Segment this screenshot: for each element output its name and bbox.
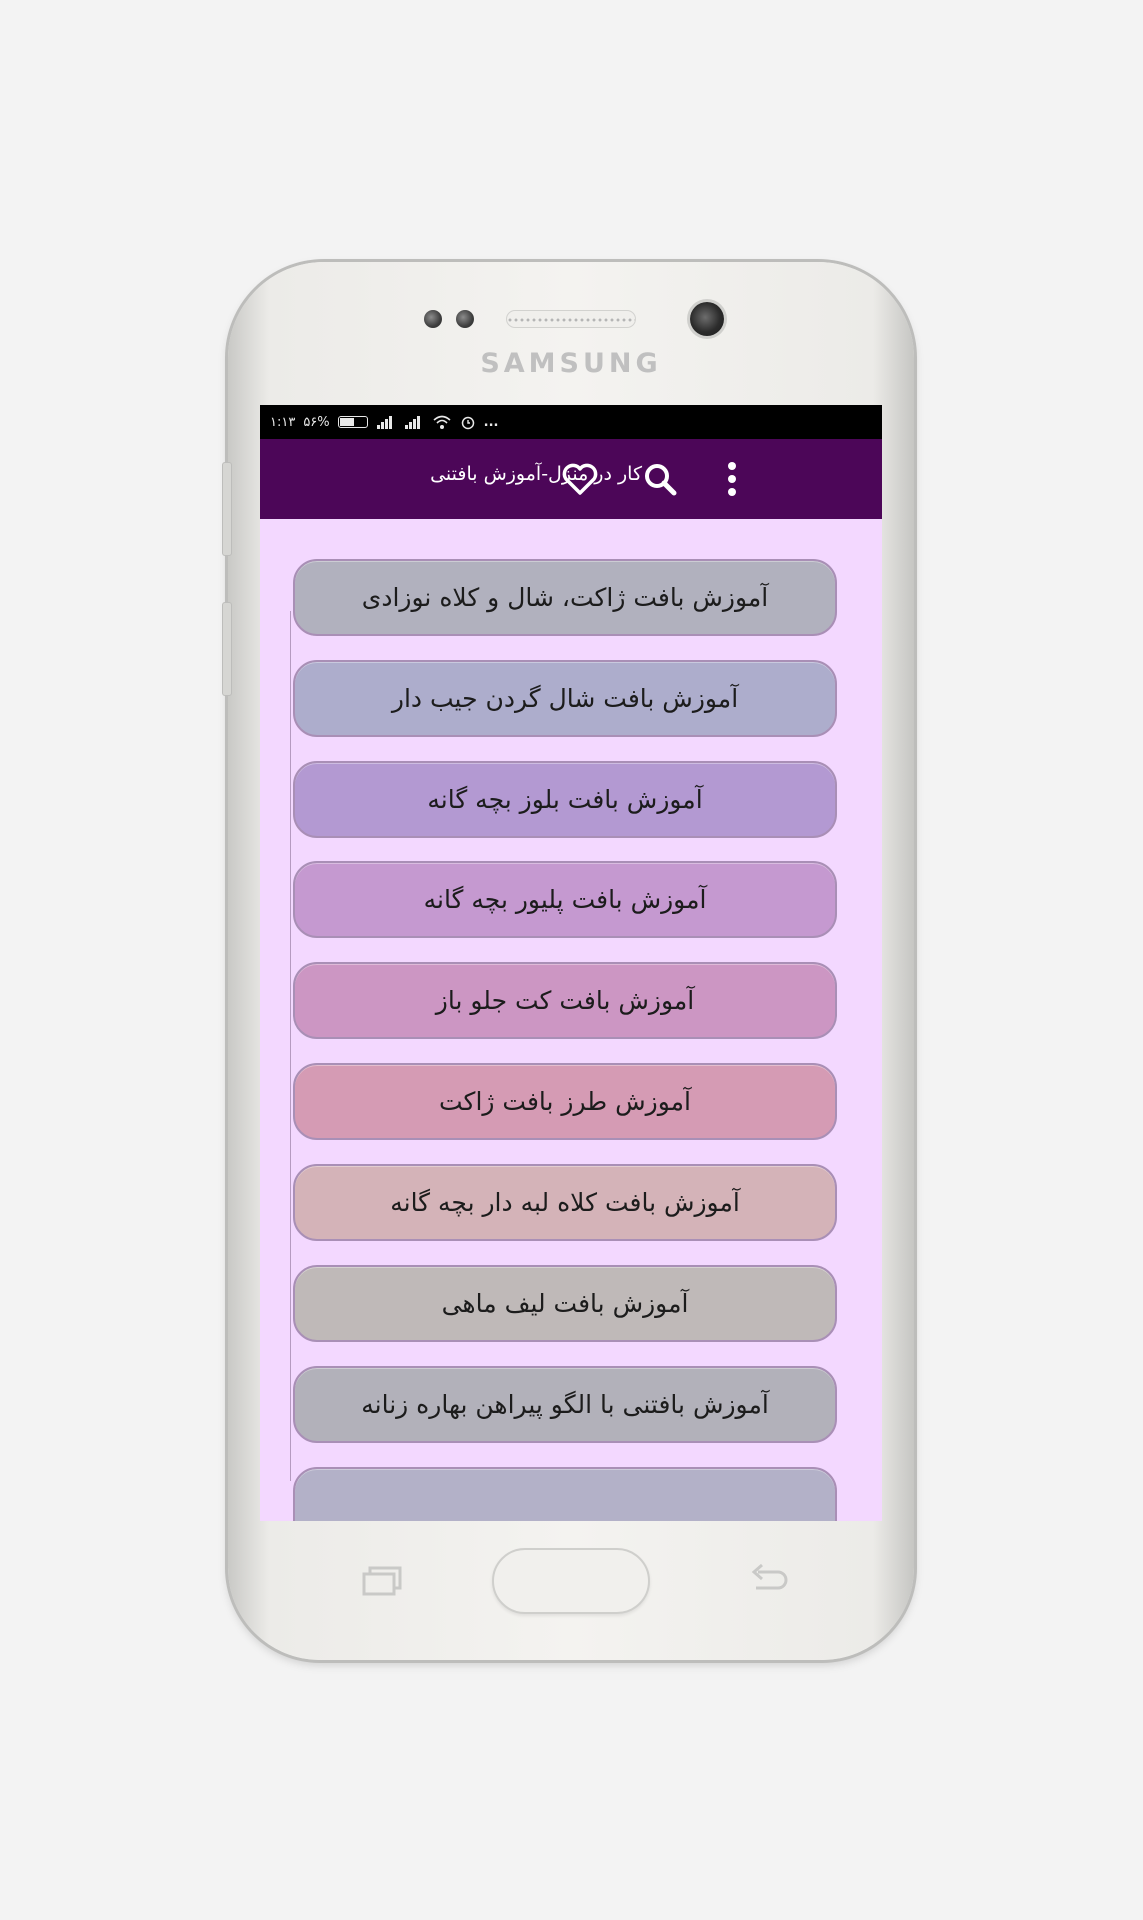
signal-icon (376, 415, 396, 429)
home-button[interactable] (492, 1548, 650, 1614)
more-notifications-icon: ... (483, 414, 499, 430)
back-icon[interactable] (744, 1560, 792, 1600)
divider-line (290, 611, 291, 1481)
search-icon[interactable] (638, 457, 682, 501)
proximity-sensor (424, 310, 442, 328)
alarm-icon (460, 414, 476, 430)
side-button (222, 602, 232, 696)
light-sensor (456, 310, 474, 328)
list-item[interactable]: آموزش بافت بلوز بچه گانه (293, 761, 837, 838)
status-bar (260, 405, 882, 439)
recent-apps-icon[interactable] (358, 1562, 406, 1602)
list-item[interactable]: آموزش بافت ژاکت، شال و کلاه نوزادی (293, 559, 837, 636)
status-time: ۱:۱۳ (270, 414, 296, 430)
app-bar (260, 439, 882, 519)
list-item[interactable]: آموزش بافت شال گردن جیب دار (293, 660, 837, 737)
volume-button (222, 462, 232, 556)
list-item[interactable]: آموزش بافت کت جلو باز (293, 962, 837, 1039)
app-title: کار در منزل-آموزش بافتنی (430, 463, 642, 485)
earpiece-speaker (506, 310, 636, 328)
more-vert-icon[interactable] (710, 457, 754, 501)
phone-frame (228, 262, 914, 1660)
list-item[interactable]: آموزش بافت کلاه لبه دار بچه گانه (293, 1164, 837, 1241)
list-item[interactable]: آموزش طرز بافت ژاکت (293, 1063, 837, 1140)
list-item[interactable]: آموزش بافتنی با الگو پیراهن بهاره زنانه (293, 1366, 837, 1443)
list-item[interactable]: آموزش بافت پلیور بچه گانه (293, 861, 837, 938)
content-list (260, 519, 882, 1521)
list-item[interactable]: آموزش بافت لیف ماهی (293, 1265, 837, 1342)
list-item[interactable] (293, 1467, 837, 1521)
battery-icon (338, 416, 368, 428)
phone-screen (260, 405, 882, 1521)
signal-icon-2 (404, 415, 424, 429)
front-camera (690, 302, 724, 336)
brand-logo: SAMSUNG (480, 348, 662, 379)
wifi-icon (432, 414, 452, 430)
battery-percent: ۵۶% (303, 414, 330, 430)
